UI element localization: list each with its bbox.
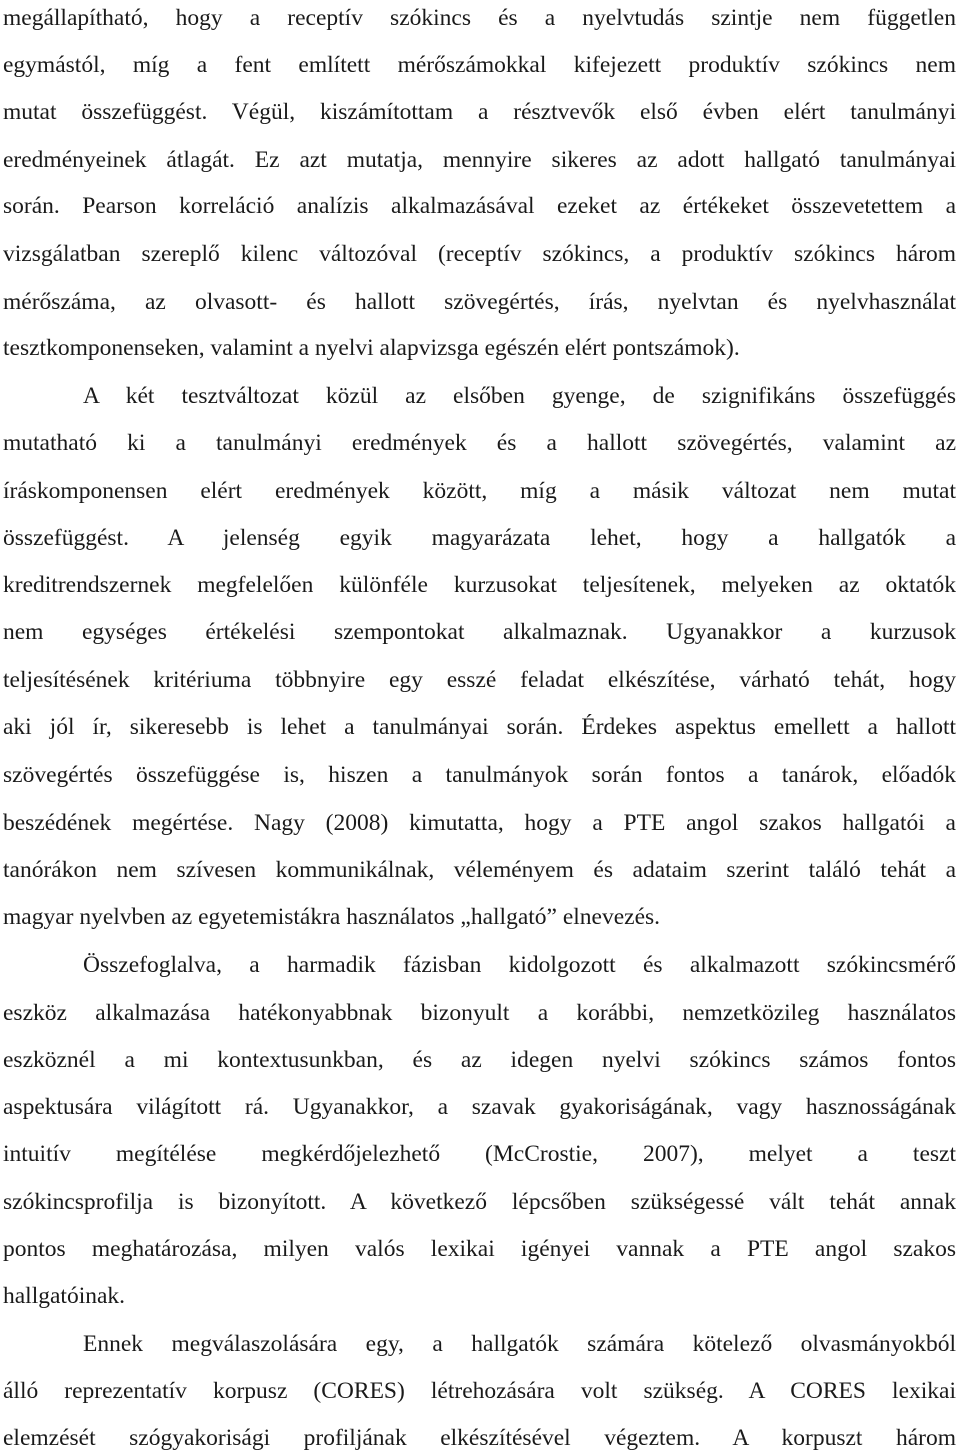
text-line: eszköz alkalmazása hatékonyabbnak bizonyult a korábbi, nemzetközileg használatos bbox=[3, 1000, 956, 1026]
text-line: eszköznél a mi kontextusunkban, és az idegen nyelvi szókincs számos fontos bbox=[3, 1047, 956, 1073]
text-line: aspektusára világított rá. Ugyanakkor, a szavak gyakoriságának, vagy hasznosságának bbox=[3, 1094, 956, 1120]
text-line: egymástól, míg a fent említett mérőszámokkal kifejezett produktív szókincs nem bbox=[3, 52, 956, 78]
text-line: Összefoglalva, a harmadik fázisban kidolgozott és alkalmazott szókincsmérő bbox=[83, 952, 956, 978]
text-line: nem egységes értékelési szempontokat alkalmaznak. Ugyanakkor a kurzusok bbox=[3, 619, 956, 645]
text-line: mutat összefüggést. Végül, kiszámítottam a résztvevők első évben elért tanulmányi bbox=[3, 99, 956, 125]
text-line: szókincsprofilja is bizonyított. A következő lépcsőben szükségessé vált tehát annak bbox=[3, 1189, 956, 1215]
text-line: elemzését szógyakorisági profiljának elkészítésével végeztem. A korpuszt három bbox=[3, 1425, 956, 1451]
text-line: A két tesztváltozat közül az elsőben gyenge, de szignifikáns összefüggés bbox=[83, 383, 956, 409]
text-line: tanórákon nem szívesen kommunikálnak, véleményem és adataim szerint találó tehát a bbox=[3, 857, 956, 883]
text-line: pontos meghatározása, milyen valós lexikai igényei vannak a PTE angol szakos bbox=[3, 1236, 956, 1262]
text-line: szövegértés összefüggése is, hiszen a tanulmányok során fontos a tanárok, előadók bbox=[3, 762, 956, 788]
text-line: eredményeinek átlagát. Ez azt mutatja, mennyire sikeres az adott hallgató tanulmányai bbox=[3, 147, 956, 173]
text-line: teljesítésének kritériuma többnyire egy esszé feladat elkészítése, várható tehát, hogy bbox=[3, 667, 956, 693]
text-line: intuitív megítélése megkérdőjelezhető (McCrostie, 2007), melyet a teszt bbox=[3, 1141, 956, 1167]
text-line: megállapítható, hogy a receptív szókincs és a nyelvtudás szintje nem független bbox=[3, 5, 956, 31]
text-line: mérőszáma, az olvasott- és hallott szövegértés, írás, nyelvtan és nyelvhasználat bbox=[3, 289, 956, 315]
text-line: beszédének megértése. Nagy (2008) kimutatta, hogy a PTE angol szakos hallgatói a bbox=[3, 810, 956, 836]
text-line: vizsgálatban szereplő kilenc változóval (receptív szókincs, a produktív szókincs három bbox=[3, 241, 956, 267]
text-line: összefüggést. A jelenség egyik magyarázata lehet, hogy a hallgatók a bbox=[3, 525, 956, 551]
text-line: álló reprezentatív korpusz (CORES) létrehozására volt szükség. A CORES lexikai bbox=[3, 1378, 956, 1404]
text-line: során. Pearson korreláció analízis alkalmazásával ezeket az értékeket összevetettem a bbox=[3, 193, 956, 219]
text-line: kreditrendszernek megfelelően különféle kurzusokat teljesítenek, melyeken az oktatók bbox=[3, 572, 956, 598]
text-line: hallgatóinak. bbox=[3, 1283, 126, 1309]
text-line: Ennek megválaszolására egy, a hallgatók számára kötelező olvasmányokból bbox=[83, 1331, 956, 1357]
text-line: tesztkomponenseken, valamint a nyelvi alapvizsga egészén elért pontszámok). bbox=[3, 335, 740, 361]
text-line: íráskomponensen elért eredmények között, míg a másik változat nem mutat bbox=[3, 478, 956, 504]
text-line: magyar nyelvben az egyetemistákra használatos „hallgató” elnevezés. bbox=[3, 904, 661, 930]
text-line: mutatható ki a tanulmányi eredmények és a hallott szövegértés, valamint az bbox=[3, 430, 956, 456]
text-line: aki jól ír, sikeresebb is lehet a tanulmányai során. Érdekes aspektus emellett a hallott bbox=[3, 714, 956, 740]
